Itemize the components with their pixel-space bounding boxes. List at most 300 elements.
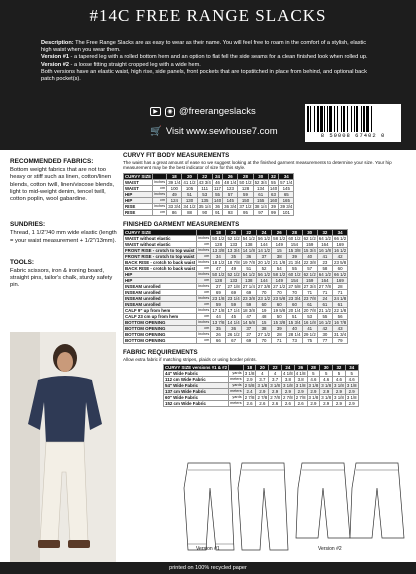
table-cell: 14 1/8 [242, 247, 255, 253]
table-row [124, 283, 348, 289]
row-label: 54" Wide Fabric [164, 383, 229, 389]
row-unit: yards [229, 383, 244, 389]
table-cell: 128 [211, 277, 226, 283]
table-cell: 40 [302, 253, 317, 259]
table-cell: 4.6 [333, 377, 346, 383]
barcode-bars [307, 106, 399, 132]
size-label: CURVY SIZE [124, 229, 197, 235]
size-label: CURVY SIZE versions #1 & #2 [165, 365, 228, 371]
social-handle[interactable]: @freerangeslacks [179, 106, 256, 117]
size-header: 30 [302, 229, 317, 235]
table-cell: 56 1/2 [257, 235, 271, 241]
table-cell: 37 1/2 [239, 203, 252, 209]
table-cell: 44 [211, 313, 226, 319]
table-row [124, 247, 348, 253]
body-measurements-table [123, 173, 294, 216]
table-cell: 17 1/8 [212, 307, 225, 313]
table-cell: 5 [345, 371, 358, 377]
table-cell: 55 [212, 191, 222, 197]
table-cell: 4.6 [307, 377, 320, 383]
table-cell: 27 3/4 [303, 283, 316, 289]
table-cell: 31 3/4 [334, 331, 347, 337]
table-cell: 101 [279, 209, 294, 215]
row-unit: yards [229, 395, 244, 401]
table-cell: 27 3/8 [257, 283, 271, 289]
row-label: RISE [124, 203, 153, 209]
table-cell: 3.8 [294, 377, 307, 383]
table-cell: 15 3/8 [288, 247, 301, 253]
table-cell: 13 3/4 [227, 247, 240, 253]
table-cell: 97 [253, 209, 268, 215]
description-block [41, 40, 376, 83]
table-cell: 18 3/8 [242, 307, 255, 313]
table-row [164, 383, 359, 389]
barcode-number: 8 50008 67402 0 [320, 132, 386, 139]
table-cell: 52 [256, 265, 271, 271]
model-photo [10, 332, 116, 562]
table-cell: 27 1/2 [273, 283, 286, 289]
table-cell: 95 [238, 209, 253, 215]
row-unit: cm [197, 301, 211, 307]
table-cell: 4 [269, 371, 282, 377]
table-row [124, 235, 348, 241]
version2-label: Version #2 [318, 546, 342, 552]
row-label: 137 cm Wide Fabric [164, 389, 229, 395]
table-cell: 140 [213, 197, 222, 203]
row-unit: inches [198, 295, 210, 300]
desc-lead-text: The Free Range Slacks are as easy to wear as their name. You will feel free to roam in the comfort of a stylish, elastic high waist when you wear them. [41, 40, 367, 54]
size-header: 18 [243, 365, 256, 371]
table-cell: 64 1/2 [318, 235, 331, 241]
table-cell: 128 [211, 241, 226, 247]
row-unit: cm [153, 185, 167, 191]
table-cell: 138 [241, 241, 256, 247]
row-label: FRONT RISE - crotch to top waist [124, 253, 197, 259]
row-label: INSEAM unrolled [124, 289, 197, 295]
table-cell: 39 3/4 [280, 203, 293, 209]
row-unit: cm [153, 209, 167, 215]
table-cell: 2.9 [345, 401, 358, 407]
table-cell: 47 [211, 265, 226, 271]
table-cell: 60 [256, 301, 271, 307]
table-cell: 47 [241, 313, 256, 319]
table-cell: 23 1/2 [257, 295, 271, 301]
table-cell: 39 1/4 [168, 179, 181, 185]
table-cell: 5 [333, 371, 346, 377]
table-cell: 155 [253, 197, 268, 203]
table-row [164, 389, 359, 395]
table-cell: 2 5/8 [244, 383, 255, 389]
row-label: 112 cm Wide Fabric [164, 377, 229, 383]
table-row [124, 307, 348, 313]
tools-heading: TOOLS: [10, 258, 35, 266]
table-cell: 20 7/8 [303, 307, 316, 313]
row-label: HIP [124, 191, 153, 197]
table-row [164, 401, 359, 407]
table-cell: 35 [211, 325, 226, 331]
table-row [124, 331, 348, 337]
table-cell: 52 3/4 [254, 179, 267, 185]
table-cell: 27 5/8 [288, 283, 301, 289]
right-column [123, 152, 406, 407]
table-cell: 154 [287, 241, 302, 247]
table-cell: 38 [272, 253, 287, 259]
table-cell: 52 1/2 [227, 235, 240, 241]
row-unit: inches [198, 307, 210, 312]
table-cell: 2 7/8 [244, 395, 255, 401]
table-cell: 164 [317, 241, 332, 247]
table-cell: 66 1/2 [334, 235, 347, 241]
row-unit: cm [197, 313, 211, 319]
desc-v1-text: - a tapered leg with a rolled bottom hem and an option to flat fell the side seams for a clean finished look when rolled up. [69, 54, 368, 61]
size-header: 34 [345, 365, 358, 371]
table-cell: 165 [279, 197, 294, 203]
table-cell: 16 7/8 [334, 319, 347, 325]
body-heading: CURVY FIT BODY MEASUREMENTS [123, 152, 230, 159]
size-header: 30 [253, 173, 268, 179]
size-header: 20 [182, 173, 197, 179]
table-cell: 49 [226, 265, 241, 271]
table-cell: 21 1/2 [318, 307, 331, 313]
table-cell: 49 [167, 191, 182, 197]
table-cell: 61 [333, 301, 348, 307]
table-cell: 27 1/2 [257, 331, 271, 337]
row-label: CALF 23 cm up from hem [124, 313, 197, 319]
table-cell: 53 [302, 313, 317, 319]
table-cell: 59 [211, 301, 226, 307]
table-cell: 5 [307, 371, 320, 377]
table-cell: 35 1/4 [198, 203, 211, 209]
table-cell: 62 1/2 [303, 235, 316, 241]
table-cell: 3 1/8 [295, 383, 306, 389]
table-cell: 48 1/4 [224, 179, 237, 185]
table-cell: 4.6 [320, 377, 333, 383]
table-cell: 39 [268, 203, 278, 209]
row-unit: inches [198, 319, 210, 324]
table-row [164, 395, 359, 401]
row-unit: inches [198, 331, 210, 336]
table-cell: 71 [317, 289, 332, 295]
table-cell: 42 [333, 253, 348, 259]
website-link[interactable]: Visit www.sewhouse7.com [165, 126, 278, 137]
table-cell: 29 1/2 [303, 331, 316, 337]
table-cell: 3 1/8 [334, 383, 344, 389]
camera-icon[interactable]: ◉ [165, 107, 175, 117]
table-cell: 91 [212, 209, 222, 215]
row-label: FRONT RISE - crotch to top waist [124, 247, 197, 253]
table-cell: 150 [238, 197, 253, 203]
table-cell: 57 [223, 191, 238, 197]
play-icon[interactable]: ▶ [150, 107, 161, 116]
table-cell: 21 3/4 [288, 259, 301, 265]
table-cell: 128 [238, 185, 253, 191]
table-cell: 145 [279, 185, 294, 191]
table-cell: 3 1/8 [270, 383, 280, 389]
table-cell: 45 [226, 313, 241, 319]
table-cell: 39 [287, 253, 302, 259]
table-cell: 15 [272, 247, 287, 253]
row-unit: meters [230, 377, 242, 382]
table-cell: 2.9 [281, 389, 294, 395]
table-cell: 36 [241, 253, 256, 259]
table-cell: 52 1/2 [227, 271, 240, 277]
table-cell: 145 [223, 197, 238, 203]
table-cell: 36 [226, 325, 241, 331]
row-unit: inches [154, 203, 166, 208]
table-cell: 2.6 [269, 401, 282, 407]
size-label: CURVY SIZE [125, 173, 152, 179]
sundries-text: Thread, 1 1/2"/40 mm wide elastic (length = your waist measurement + 1/2"/13mm). [10, 230, 117, 244]
row-label: BACK RISE - crotch to back waist [125, 265, 196, 271]
size-header: 32 [317, 229, 332, 235]
table-cell: 37 [256, 253, 271, 259]
size-header: 24 [281, 365, 294, 371]
table-cell: 99 [268, 209, 278, 215]
table-cell: 73 [287, 337, 302, 343]
table-cell: 61 [317, 301, 332, 307]
table-cell: 63 [268, 191, 278, 197]
row-label: WAIST without elastic [124, 235, 197, 241]
table-cell: 16 1/8 [318, 247, 331, 253]
table-cell: 40 [287, 325, 302, 331]
table-cell: 2.9 [256, 389, 269, 395]
table-cell: 169 [333, 241, 348, 247]
table-cell: 22 1/8 [334, 307, 347, 313]
size-header: 32 [333, 365, 346, 371]
tools-text: Fabric scissors, iron & ironing board, straight pins, tailor's chalk, sturdy safety pin. [10, 268, 113, 289]
table-cell: 2.9 [307, 389, 320, 395]
table-cell: 23 3/4 [288, 295, 301, 301]
table-cell: 36 [212, 203, 222, 209]
table-cell: 159 [302, 241, 317, 247]
fabric-note: Allow extra fabric if matching stripes, plaids or using border prints. [123, 356, 257, 362]
table-cell: 27 7/8 [318, 283, 331, 289]
table-cell: 169 [333, 277, 348, 283]
table-cell: 88 [182, 209, 197, 215]
row-label: BACK RISE - crotch to back waist [125, 259, 196, 265]
size-header: 26 [294, 365, 307, 371]
table-cell: 41 [302, 325, 317, 331]
table-cell: 86 [167, 209, 182, 215]
row-unit: inches [154, 179, 166, 184]
table-cell: 3 1/8 [308, 395, 319, 401]
row-label: RISE [124, 209, 153, 215]
size-header: 18 [211, 229, 226, 235]
table-cell: 56 1/2 [257, 271, 271, 277]
table-cell: 54 1/2 [242, 271, 255, 277]
table-cell: 130 [182, 197, 197, 203]
table-cell: 71 [333, 289, 348, 295]
table-cell: 135 [197, 197, 212, 203]
table-cell: 55 [317, 313, 332, 319]
version1-label: Version #1 [196, 546, 220, 552]
row-unit: inches [198, 283, 210, 288]
desc-v1-label: Version #1 [41, 54, 69, 61]
table-cell: 13 3/8 [212, 247, 225, 253]
table-cell: 19 5/8 [273, 307, 286, 313]
table-cell: 28 1/4 [288, 331, 301, 337]
table-cell: 61 [253, 191, 268, 197]
table-cell: 133 [226, 241, 241, 247]
recommended-heading: RECOMMENDED FABRICS: [10, 158, 94, 165]
table-cell: 60 [272, 301, 287, 307]
table-cell: 17 1/4 [227, 307, 240, 313]
table-cell: 69 [241, 337, 256, 343]
table-cell: 134 [253, 185, 268, 191]
table-cell: 2.6 [281, 401, 294, 407]
table-cell: 105 [182, 185, 197, 191]
table-row [124, 319, 348, 325]
cart-icon: 🛒 [150, 126, 162, 137]
table-cell: 14 5/8 [242, 319, 255, 325]
row-unit: yards [229, 371, 244, 377]
table-cell: 55 [268, 179, 278, 185]
barcode [305, 104, 401, 142]
row-label: INSEAM unrolled [124, 283, 197, 289]
row-label: HIP [124, 277, 197, 283]
table-cell: 27 1/4 [242, 283, 255, 289]
footer: printed on 100% recycled paper [0, 562, 416, 574]
table-cell: 57 1/4 [280, 179, 293, 185]
table-cell: 79 [333, 337, 348, 343]
size-header: 20 [226, 229, 241, 235]
table-cell: 3.8 [281, 377, 294, 383]
table-cell: 75 [302, 337, 317, 343]
table-cell: 3 1/8 [346, 383, 357, 389]
table-cell: 20 1/2 [257, 259, 271, 265]
table-cell: 3 1/8 [308, 383, 319, 389]
desc-v2-label: Version #2 [41, 61, 69, 68]
table-cell: 2 7/8 [282, 395, 293, 401]
table-cell: 66 1/2 [334, 271, 347, 277]
table-cell: 27 [241, 331, 256, 337]
table-cell: 27 1/8 [227, 283, 240, 289]
table-row [124, 259, 348, 265]
table-cell: 38 1/4 [254, 203, 267, 209]
table-cell: 28 [272, 331, 287, 337]
size-header: 22 [197, 173, 212, 179]
table-row [124, 295, 348, 301]
table-cell: 2.9 [345, 389, 358, 395]
table-cell: 23 5/8 [334, 259, 347, 265]
table-cell: 124 [167, 197, 182, 203]
table-cell: 34 [211, 253, 226, 259]
table-cell: 3 1/8 [321, 383, 332, 389]
size-header-row [164, 365, 359, 371]
table-cell: 69 [226, 289, 241, 295]
table-cell: 71 [272, 337, 287, 343]
table-cell: 58 [317, 265, 332, 271]
table-cell: 43 3/4 [198, 179, 211, 185]
table-cell: 16 1/2 [318, 319, 331, 325]
table-cell: 23 3/8 [242, 295, 255, 301]
table-cell: 3 1/8 [282, 383, 293, 389]
table-cell: 35 [226, 253, 241, 259]
table-cell: 117 [214, 185, 221, 191]
table-cell: 160 [269, 197, 278, 203]
table-cell: 60 [333, 265, 348, 271]
table-cell: 16 1/8 [303, 319, 316, 325]
table-cell: 2 7/8 [295, 395, 306, 401]
table-cell: 53 [197, 191, 212, 197]
table-cell: 2.6 [294, 401, 307, 407]
table-cell: 13 7/8 [212, 319, 225, 325]
social-row [150, 106, 256, 117]
row-label: 152 cm Wide Fabric [164, 401, 229, 407]
size-header: 32 [268, 173, 278, 179]
table-cell: 93 [223, 209, 238, 215]
table-cell: 50 1/2 [212, 235, 225, 241]
table-cell: 2.9 [333, 401, 346, 407]
table-cell: 14 1/2 [257, 247, 271, 253]
table-cell: 70 [256, 337, 271, 343]
size-header: 28 [238, 173, 253, 179]
table-cell: 144 [256, 241, 271, 247]
table-cell: 19 7/8 [242, 259, 255, 265]
table-cell: 19 [256, 307, 271, 313]
table-cell: 26 1/2 [227, 331, 240, 337]
size-header: 34 [279, 173, 294, 179]
table-cell: 164 [317, 277, 332, 283]
table-cell: 3 1/8 [244, 371, 255, 377]
table-cell: 18 7/8 [227, 259, 240, 265]
table-cell: 60 1/2 [288, 235, 301, 241]
table-cell: 21 1/8 [273, 259, 286, 265]
table-cell: 20 1/4 [288, 307, 301, 313]
row-unit: cm [197, 253, 211, 259]
table-cell: 50 1/2 [239, 179, 252, 185]
row-unit: inches [198, 271, 210, 276]
table-cell: 2.9 [333, 389, 346, 395]
table-cell: 33 3/4 [168, 203, 181, 209]
table-cell: 15 3/4 [303, 247, 316, 253]
table-cell: 58 1/2 [273, 271, 286, 277]
row-label: INSEAM unrolled [124, 295, 197, 301]
row-label: BOTTOM OPENING [124, 331, 197, 337]
table-cell: 22 3/8 [303, 259, 316, 265]
size-header: 24 [212, 173, 222, 179]
table-cell: 5 [320, 371, 333, 377]
table-cell: 28 [333, 283, 348, 289]
row-unit: inches [198, 247, 210, 252]
table-cell: 64 1/2 [318, 271, 331, 277]
size-header: 20 [256, 365, 269, 371]
table-cell: 2 7/8 [257, 395, 268, 401]
table-cell: 154 [287, 277, 302, 283]
table-cell: 3 1/8 [334, 395, 344, 401]
table-cell: 23 7/8 [303, 295, 316, 301]
table-cell: 69 [211, 289, 226, 295]
table-cell: 2.9 [320, 389, 333, 395]
desc-v2-text: - a loose fitting straight cropped leg with a wide hem. [69, 61, 201, 68]
table-cell: 55 [287, 265, 302, 271]
table-cell: 50 [272, 313, 287, 319]
desc-lead: Description: [41, 40, 74, 46]
table-cell: 2.9 [307, 401, 320, 407]
table-cell: 34 1/2 [183, 203, 196, 209]
table-cell: 24 [317, 295, 332, 301]
table-cell: 100 [167, 185, 182, 191]
table-cell: 18 1/2 [212, 259, 225, 265]
table-cell: 138 [241, 277, 256, 283]
table-cell: 77 [317, 337, 332, 343]
table-cell: 54 [272, 265, 287, 271]
table-cell: 60 1/2 [288, 271, 301, 277]
table-cell: 3 1/8 [321, 395, 332, 401]
size-header: 22 [241, 229, 256, 235]
header-panel [0, 0, 416, 150]
table-cell: 30 [317, 331, 332, 337]
